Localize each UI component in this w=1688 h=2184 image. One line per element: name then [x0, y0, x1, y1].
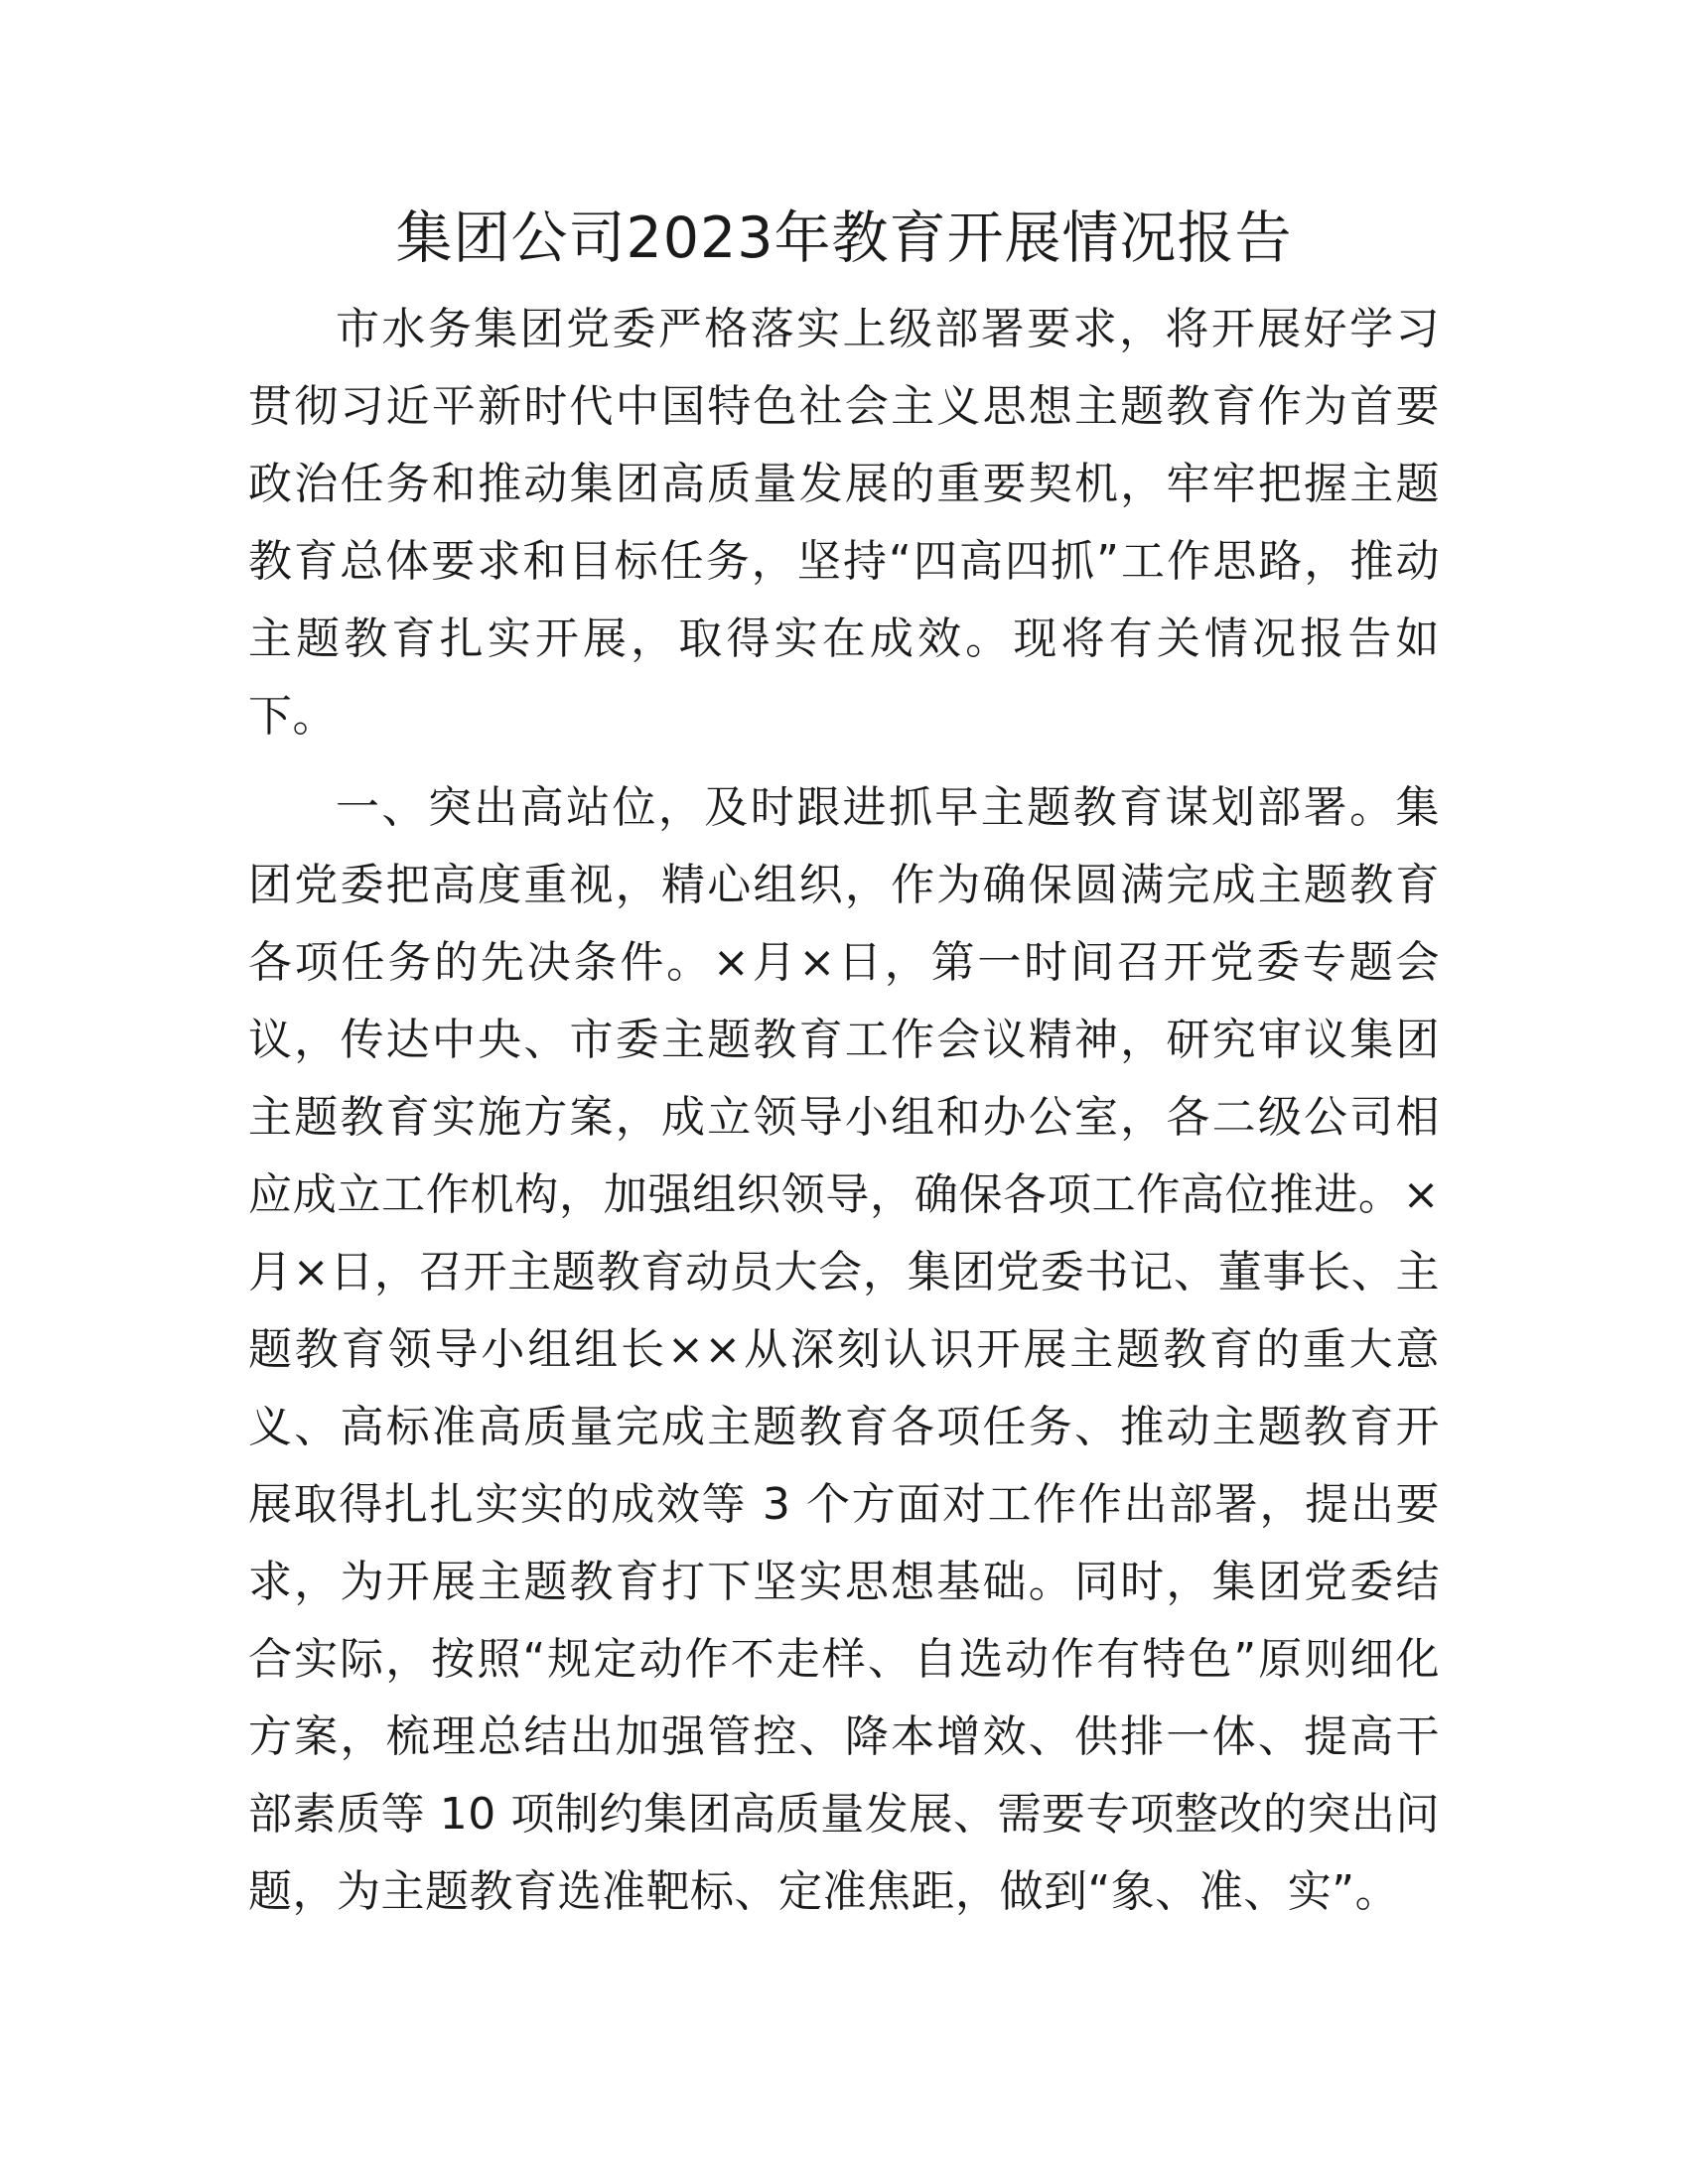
section-one-paragraph: 一、突出高站位，及时跟进抓早主题教育谋划部署。集团党委把高度重视，精心组织，作为确保圆满完成主题教育各项任务的先决条件。×月×日，第一时间召开党委专题会议，传达中央、市委主题教育工作会议精神，研究审议集团主题教育实施方案，成立领导小组和办公室，各二级公司相应成立工作机构，加强组织领导，确保各项工作高位推进。×月×日，召开主题教育动员大会，集团党委书记、董事长、主题教育领导小组组长××从深刻认识开展主题教育的重大意义、高标准高质量完成主题教育各项任务、推动主题教育开展取得扎扎实实的成效等 3 个方面对工作作出部署，提出要求，为开展主题教育打下坚实思想基础。同时，集团党委结合实际，按照“规定动作不走样、自选动作有特色”原则细化方案，梳理总结出加强管控、降本增效、供排一体、提高干部素质等 10 项制约集团高质量发展、需要专项整改的突出问题，为主题教育选准靶标、定准焦距，做到“象、准、实”。	[248, 782, 1440, 1917]
document-body	[248, 291, 1440, 1945]
document-title: 集团公司2023年教育开展情况报告	[395, 205, 1293, 271]
intro-paragraph: 市水务集团党委严格落实上级部署要求，将开展好学习贯彻习近平新时代中国特色社会主义思想主题教育作为首要政治任务和推动集团高质量发展的重要契机，牢牢把握主题教育总体要求和目标任务，坚持“四高四抓”工作思路，推动主题教育扎实开展，取得实在成效。现将有关情况报告如下。	[248, 304, 1440, 742]
